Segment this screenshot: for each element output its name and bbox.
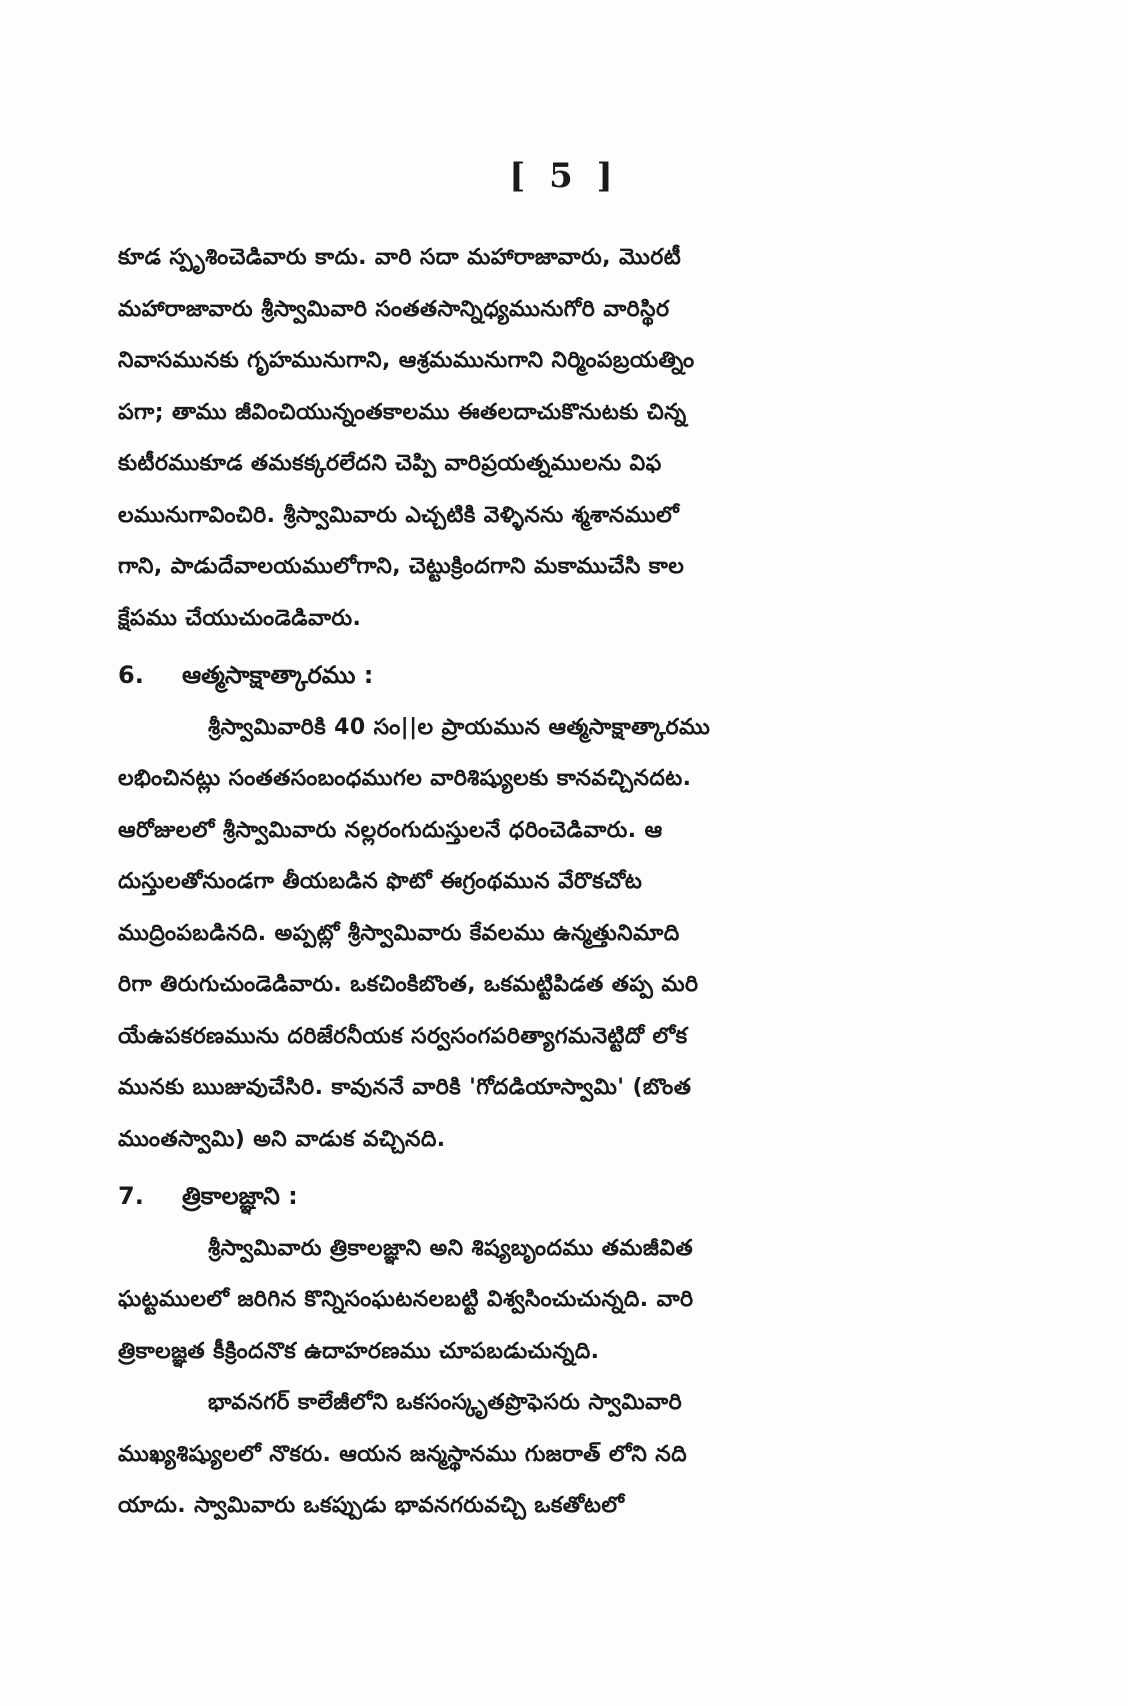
page-number: [ 5 ] (509, 156, 619, 196)
text-line: శ్రీస్వామివారికి 40 సం||ల ప్రాయమున ఆత్మసాక్షాత్కారము (208, 714, 711, 740)
text-line: ముఖ్యశిష్యులలో నొకరు. ఆయన జన్మస్థానము గుజరాత్ లోని నది (118, 1441, 687, 1467)
text-line: కూడ స్పృశించెడివారు కాదు. వారి సదా మహారాజావారు, మొరటీ (118, 245, 682, 270)
section-7-paragraph (118, 1223, 958, 1532)
section-number: 6. (118, 661, 144, 689)
section-heading-7 (118, 1171, 958, 1223)
text-line: భావనగర్ కాలేజీలోని ఒకసంస్కృతప్రొఫెసరు స్వామివారి (208, 1390, 683, 1415)
section-heading-6 (118, 650, 958, 702)
section-6-paragraph (118, 702, 958, 1166)
text-line: ముంతస్వామి) అని వాడుక వచ్చినది. (118, 1126, 446, 1152)
text-line: ఘట్టములలో జరిగిన కొన్నిసంఘటనలబట్టి విశ్వసించుచున్నది. వారి (118, 1287, 694, 1312)
text-line: ముద్రింపబడినది. అప్పట్లో శ్రీస్వామివారు కేవలము ఉన్మత్తునిమాది (118, 920, 680, 946)
text-line: గాని, పాడుదేవాలయములోగాని, చెట్టుక్రిందగాని మకాముచేసి కాల (118, 554, 685, 579)
text-line: లమునుగావించిరి. శ్రీస్వామివారు ఎచ్చటికి వెళ్ళినను శ్మశానములో (118, 502, 680, 528)
text-line: పగా; తాము జీవించియున్నంతకాలము ఈతలదాచుకొనుటకు చిన్న (118, 399, 687, 425)
text-line: దుస్తులతోనుండగా తీయబడిన ఫొటో ఈగ్రంథమున వేరొకచోట (118, 869, 643, 894)
text-line: కుటీరముకూడ తమకక్కరలేదని చెప్పి వారిప్రయత్నములను విఫ (118, 451, 662, 476)
section-number: 7. (118, 1182, 144, 1210)
text-line: త్రికాలజ్ఞత కీక్రిందనొక ఉదాహరణము చూపబడుచున్నది. (118, 1338, 600, 1364)
text-line: శ్రీస్వామివారు త్రికాలజ్ఞాని అని శిష్యబృందము తమజీవిత (208, 1235, 693, 1261)
text-line: క్షేపము చేయుచుండెడివారు. (118, 605, 362, 631)
text-line: ఆరోజులలో శ్రీస్వామివారు నల్లరంగుదుస్తులనే ధరించెడివారు. ఆ (118, 817, 663, 843)
section-title: ఆత్మసాక్షాత్కారము : (182, 661, 374, 689)
section-title: త్రికాలజ్ఞాని : (182, 1182, 298, 1210)
text-line: మహారాజావారు శ్రీస్వామివారి సంతతసాన్నిధ్యమునుగోరి వారిస్థిర (118, 296, 670, 322)
text-line: లభించినట్లు సంతతసంబంధముగల వారిశిష్యులకు కానవచ్చినదట. (118, 766, 692, 791)
text-line: యేఉపకరణమును దరిజేరనీయక సర్వసంగపరిత్యాగమనెట్టిదో లోక (118, 1023, 688, 1049)
paragraph-continued (118, 232, 958, 644)
text-line: మునకు ఋజువుచేసిరి. కావుననే వారికి 'గోదడియాస్వామి' (బొంత (118, 1075, 692, 1100)
page-body (118, 232, 958, 1532)
text-line: యాదు. స్వామివారు ఒకప్పుడు భావనగరువచ్చి ఒకతోటలో (118, 1493, 625, 1518)
text-line: నివాసమునకు గృహమునుగాని, ఆశ్రమమునుగాని నిర్మింపబ్రయత్నిం (118, 348, 695, 373)
text-line: రిగా తిరుగుచుండెడివారు. ఒకచింకిబొంత, ఒకమట్టిపిడత తప్ప మరి (118, 972, 699, 997)
